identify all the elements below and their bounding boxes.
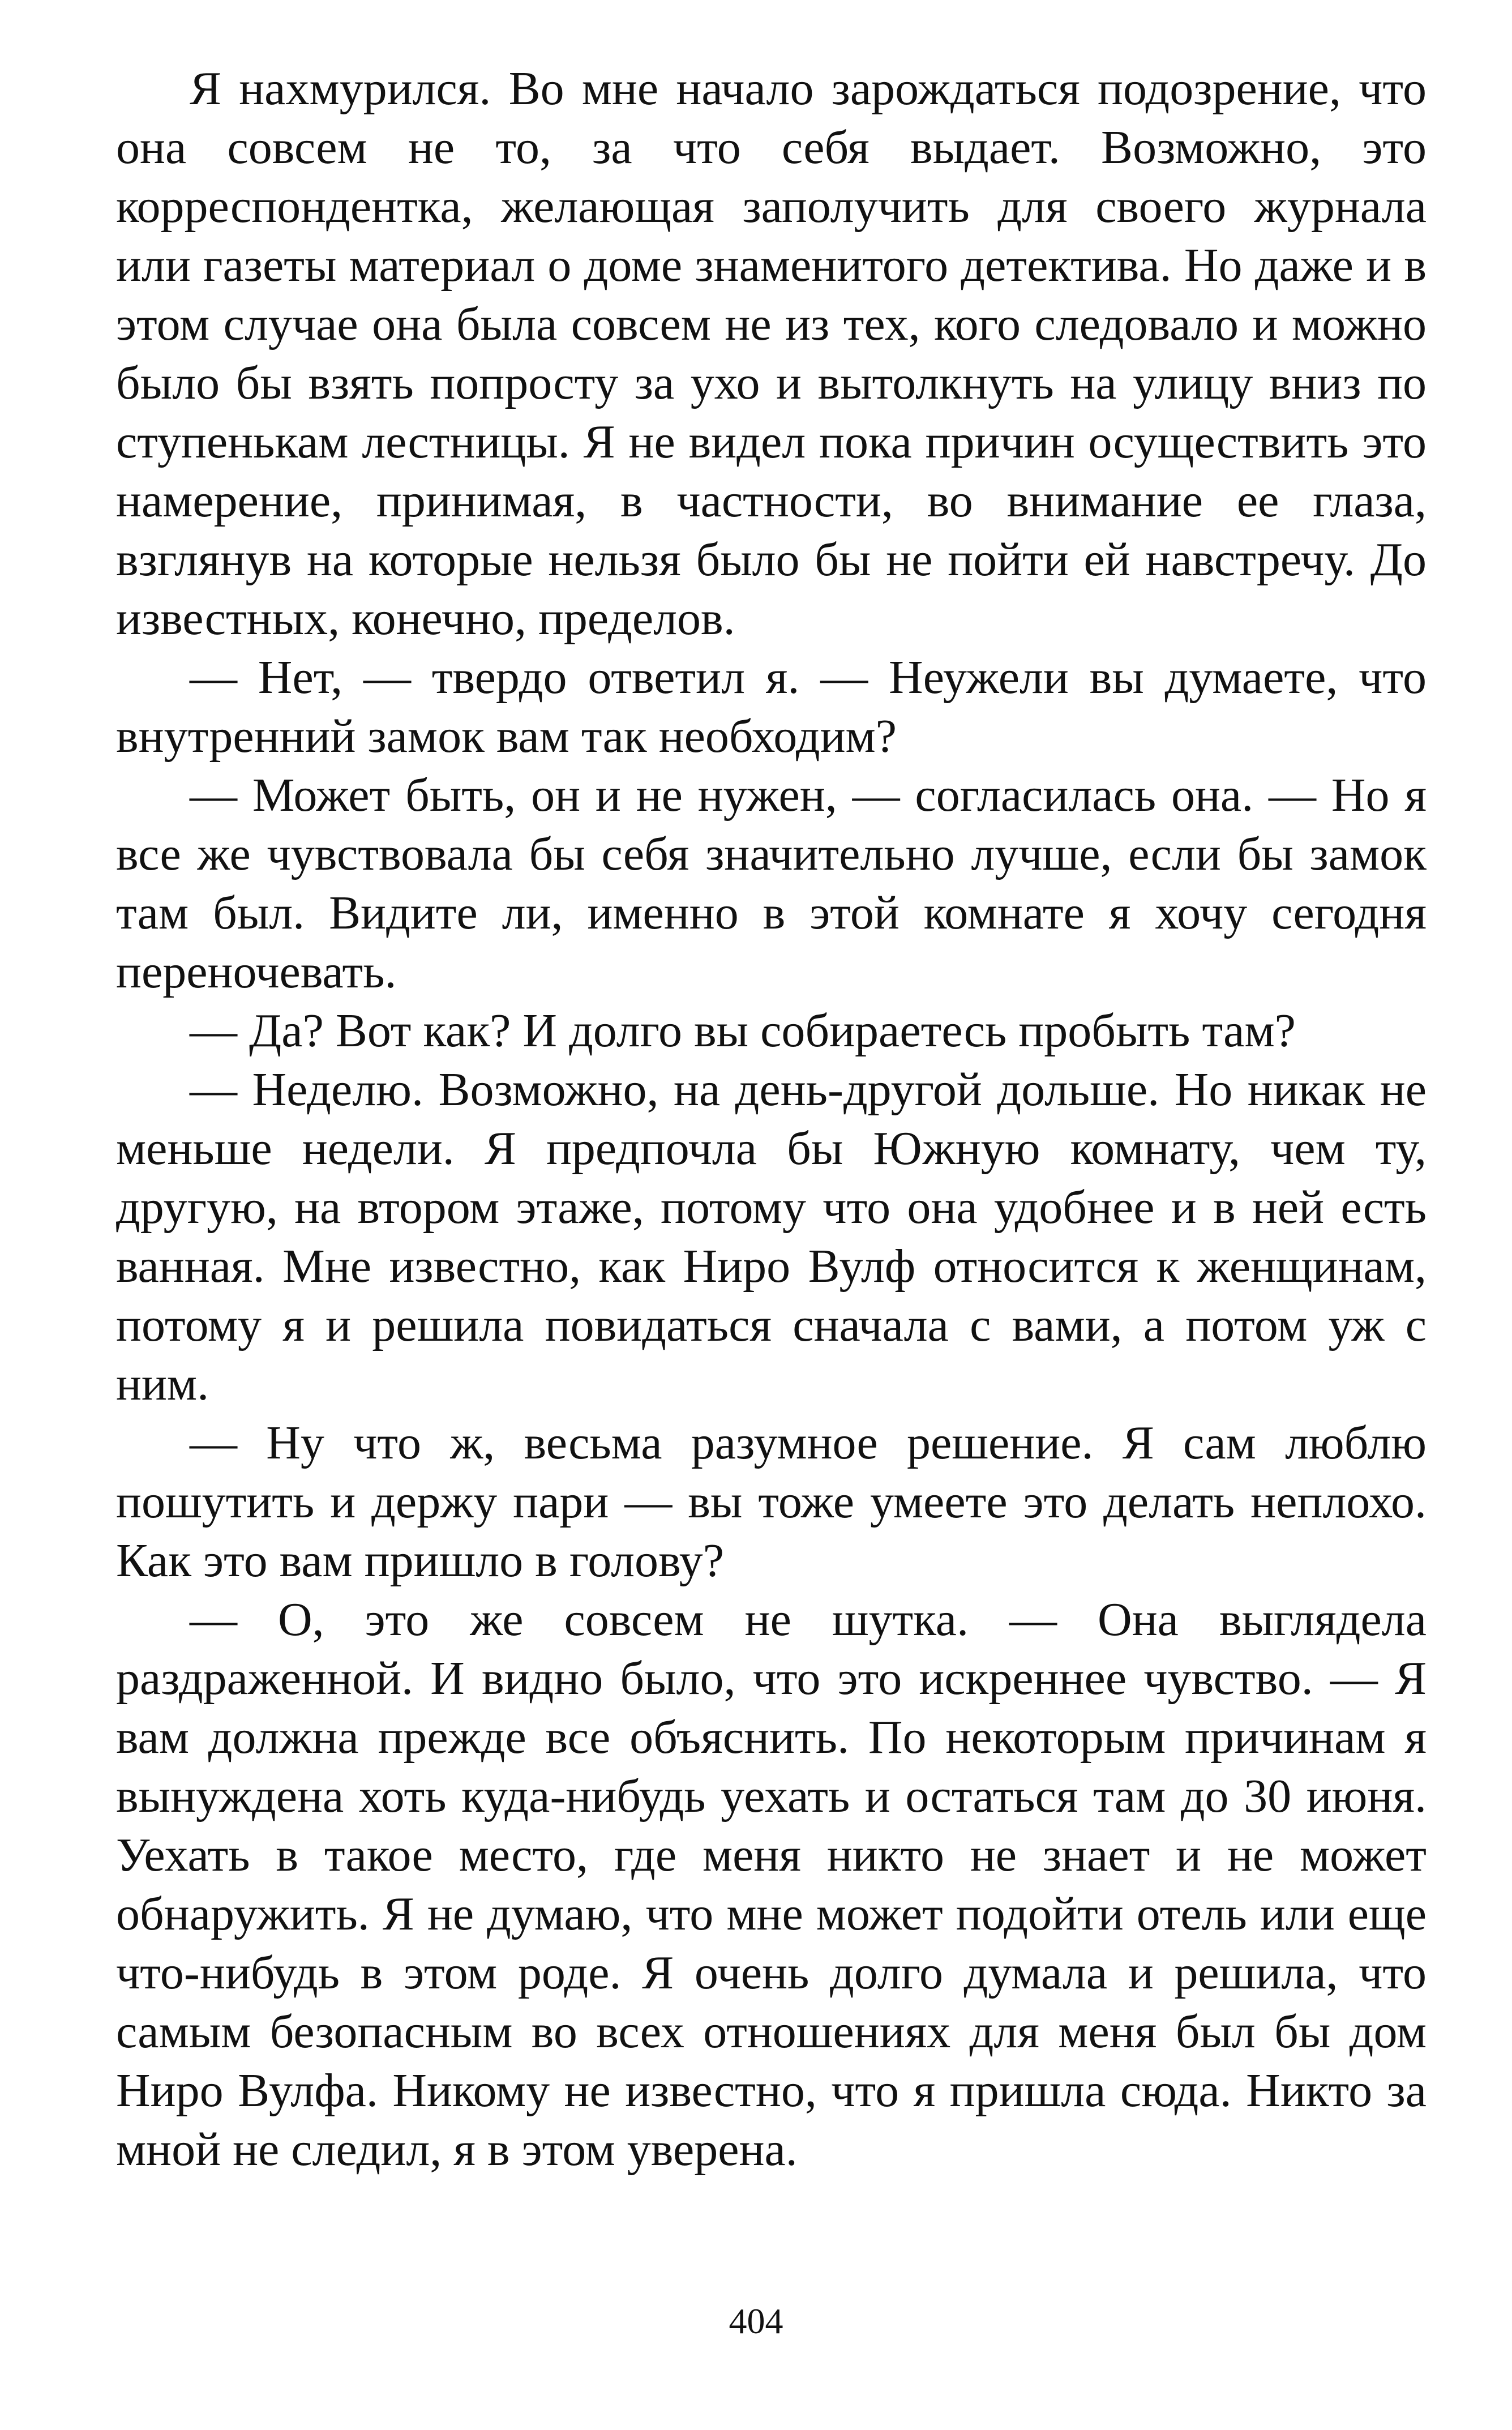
body-text xyxy=(116,59,1427,2179)
paragraph: Я нахмурился. Во мне начало зарождаться подозрение, что она совсем не то, за что себя выдает. Возможно, это корреспондентка, желающая заполучить для своего журнала или газеты материал о доме знаменитого детектива. Но даже и в этом случае она была совсем не из тех, кого следовало и можно было бы взять попросту за ухо и вытолкнуть на улицу вниз по ступенькам лестницы. Я не видел пока причин осуществить это намерение, принимая, в частности, во внимание ее глаза, взглянув на которые нельзя было бы не пойти ей навстречу. До известных, конечно, пределов. xyxy=(116,62,1427,645)
paragraph: — Да? Вот как? И долго вы собираетесь пробыть там? xyxy=(190,1004,1296,1057)
paragraph: — О, это же совсем не шутка. — Она выглядела раздраженной. И видно было, что это искреннее чувство. — Я вам должна прежде все объяснить. По некоторым причинам я вынуждена хоть куда-нибудь уехать и остаться там до 30 июня. Уехать в такое место, где меня никто не знает и не может обнаружить. Я не думаю, что мне может подойти отель или еще что-нибудь в этом роде. Я очень долго думала и решила, что самым безопасным во всех отношениях для меня был бы дом Ниро Вулфа. Никому не известно, что я пришла сюда. Никто за мной не следил, я в этом уверена. xyxy=(116,1593,1427,2176)
paragraph: — Неделю. Возможно, на день-другой дольше. Но никак не меньше недели. Я предпочла бы Южную комнату, чем ту, другую, на втором этаже, потому что она удобнее и в ней есть ванная. Мне известно, как Ниро Вулф относится к женщинам, потому я и решила повидаться сначала с вами, а потом уж с ним. xyxy=(116,1063,1427,1410)
paragraph: — Может быть, он и не нужен, — согласилась она. — Но я все же чувствовала бы себя значительно лучше, если бы замок там был. Видите ли, именно в этой комнате я хочу сегодня переночевать. xyxy=(116,769,1427,998)
page-number: 404 xyxy=(729,2301,783,2341)
paragraph: — Нет, — твердо ответил я. — Неужели вы думаете, что внутренний замок вам так необходим? xyxy=(116,651,1427,763)
paragraph: — Ну что ж, весьма разумное решение. Я сам люблю пошутить и держу пари — вы тоже умеете это делать неплохо. Как это вам пришло в голову? xyxy=(116,1417,1427,1587)
